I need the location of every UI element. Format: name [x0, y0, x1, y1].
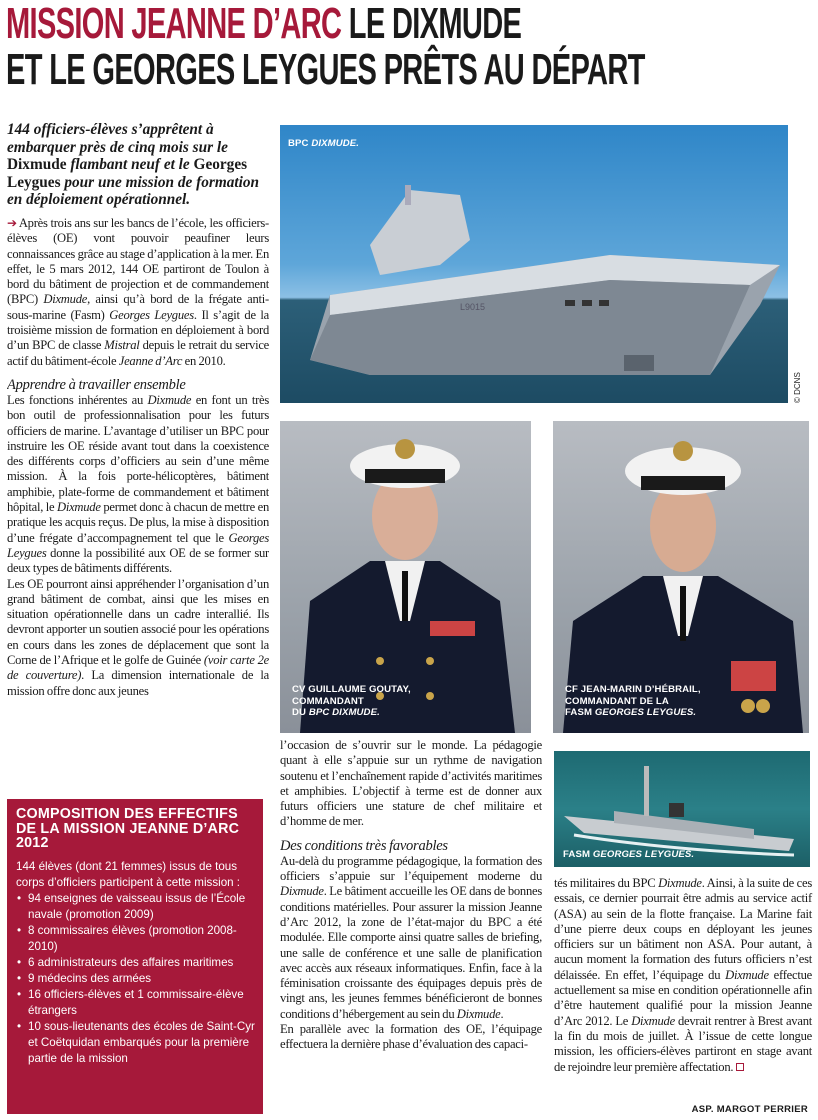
composition-list: [16, 891, 255, 1067]
photo-caption-hebrail: CF JEAN-MARIN D’HÉBRAIL, COMMANDANT DE LA FASM GEORGES LEYGUES.: [565, 684, 701, 718]
photo-credit: © DCNS: [793, 372, 802, 403]
list-item: • 10 sous-lieutenants des écoles de Saint-Cyr et Coëtquidan embarqués pour la première partie de la mission: [16, 1019, 255, 1067]
photo-cf-hebrail: [553, 421, 809, 733]
article-column-3: [554, 876, 812, 1075]
subheading-conditions-favorables: Des conditions très favorables: [280, 837, 448, 854]
list-item: • 8 commissaires élèves (promotion 2008-2010): [16, 923, 255, 955]
headline: [6, 0, 645, 94]
end-of-article-square-icon: [736, 1063, 744, 1071]
headline-kicker: MISSION JEANNE D’ARC: [6, 0, 342, 48]
subheading-travailler-ensemble: Apprendre à travailler ensemble: [7, 376, 186, 393]
paragraph: l’occasion de s’ouvrir sur le monde. La pédagogie quant à elle s’appuie sur un rythme de navigation soutenu et l’enchaînement rapide d’activités maritimes et amphibies. L’objectif à terme est de donner aux futurs officiers une stature de chef militaire et d’homme de mer.: [280, 738, 542, 829]
photo-caption-leygues: FASM GEORGES LEYGUES.: [563, 849, 695, 860]
arrow-right-icon: ➔: [7, 216, 17, 230]
lead-ship-name: Dixmude: [7, 156, 67, 173]
article-column-1: [7, 216, 269, 794]
list-item: • 9 médecins des armées: [16, 971, 255, 987]
list-item: • 6 administrateurs des affaires maritimes: [16, 955, 255, 971]
photo-caption-dixmude: BPC DIXMUDE.: [288, 138, 360, 149]
lead-text: flambant neuf et le: [66, 156, 194, 173]
photo-fasm-georges-leygues: [554, 751, 810, 867]
headline-line-2: ET LE GEORGES LEYGUES PRÊTS AU DÉPART: [6, 45, 645, 94]
lead-ship-name: Georges Leygues: [7, 156, 248, 191]
paragraph: Les OE pourront ainsi appréhender l’organisation d’un grand bâtiment de combat, ainsi que les mises en situation opérationnelle dans un cadre interallié. Ils devront apporter un soutien associé pour les opérations en cours dans les zones de déplacement que sont la Corne de l’Afrique et le golfe de Guinée (voir carte 2e de couverture). La dimension internationale de la mission offre donc aux jeunes: [7, 576, 269, 698]
paragraph: Au-delà du programme pédagogique, la formation des officiers s’appuie sur l’équipement moderne du Dixmude. Le bâtiment accueille les OE dans de bonnes conditions matérielles. Pour assurer la mission Jeanne d’Arc 2012, la zone de l’état-major du BPC a été modulée. Elle comporte ainsi quatre salles de briefing, une salle de conférence et une salle de planification avec accès aux réseaux informatiques. Enfin, face à la féminisation croissante des équipages depuis près de vingt ans, les jeunes femmes bénéficieront de bonnes conditions d’hébergement au sein du Dixmude.: [280, 853, 542, 1021]
box-intro: 144 élèves (dont 21 femmes) issus de tous corps d’officiers participent à cette mission :: [16, 859, 241, 889]
lead-paragraph: [7, 121, 265, 209]
headline-line-1: [6, 2, 534, 48]
photo-bpc-dixmude: [280, 125, 788, 403]
lead-text: 144 officiers-élèves s’apprêtent à embarquer près de cinq mois sur le: [7, 121, 228, 156]
paragraph: En parallèle avec la formation des OE, l’équipage effectuera la dernière phase d’évaluation des capaci-: [280, 1022, 542, 1052]
box-title: COMPOSITION DES EFFECTIFS DE LA MISSION JEANNE D’ARC 2012: [16, 806, 240, 852]
article-column-2: [280, 738, 542, 1118]
author-signature: ASP. MARGOT PERRIER: [691, 1104, 808, 1115]
headline-line1-rest: LE DIXMUDE: [348, 0, 522, 48]
ship-dixmude-illustration: [310, 185, 780, 385]
lead-text: pour une mission de formation en déploiement opérationnel.: [7, 173, 260, 208]
composition-sidebar-box: [7, 799, 263, 1114]
photo-caption-goutay: CV GUILLAUME GOUTAY, COMMANDANT DU BPC DIXMUDE.: [292, 684, 411, 718]
list-item: • 94 enseignes de vaisseau issus de l’École navale (promotion 2009): [16, 891, 255, 923]
paragraph: tés militaires du BPC Dixmude. Ainsi, à la suite de ces essais, ce dernier pourrait être admis au service actif (ASA) au sein de la flotte française. La Marine fait d’une pierre deux coups en déployant les jeunes officiers sur un bâtiment non ASA. Pour autant, à aucun moment la formation des futurs officiers n’est délaissée. En effet, l’équipage du Dixmude effectue actuellement sa mise en condition opérationnelle afin d’être hautement qualifié pour la mission Jeanne d’Arc 2012. Le Dixmude devrait rentrer à Brest avant la fin du mois de juillet. À l’issue de cette longue mission, les officiers-élèves partiront en stage avant de rejoindre leur première affectation.: [554, 876, 813, 1074]
paragraph-intro: ➔ Après trois ans sur les bancs de l’école, les officiers-élèves (OE) vont pouvoir peaufiner leurs connaissances grâce au stage d’application à la mer. En effet, le 5 mars 2012, 144 OE partiront de Toulon à bord du bâtiment de projection et de commandement (BPC) Dixmude, ainsi qu’à bord de la frégate anti-sous-marine (Fasm) Georges Leygues. Il s’agit de la troisième mission de formation en déploiement à bord d’un BPC de classe Mistral depuis le retrait du service actif du bâtiment-école Jeanne d’Arc en 2010.: [7, 216, 269, 368]
paragraph: Les fonctions inhérentes au Dixmude en font un très bon outil de professionnalisation pour les futurs officiers de marine. L’avantage d’utiliser un BPC pour instruire les OE réside avant tout dans la coexistence des différents corps d’officiers au sein d’une même mission. À la fois porte-hélicoptères, bâtiment amphibie, plate-forme de commandement et bâtiment hôpital, le Dixmude permet donc à chacun de mettre en pratique les acquis reçus. De plus, la mise à disposition d’une frégate d’accompagnement tel que le Georges Leygues donne la possibilité aux OE de se former sur deux types de bâtiments différents.: [7, 392, 269, 576]
hull-number: L9015: [460, 302, 486, 312]
photo-cv-goutay: [280, 421, 531, 733]
list-item: • 16 officiers-élèves et 1 commissaire-élève étrangers: [16, 987, 255, 1019]
